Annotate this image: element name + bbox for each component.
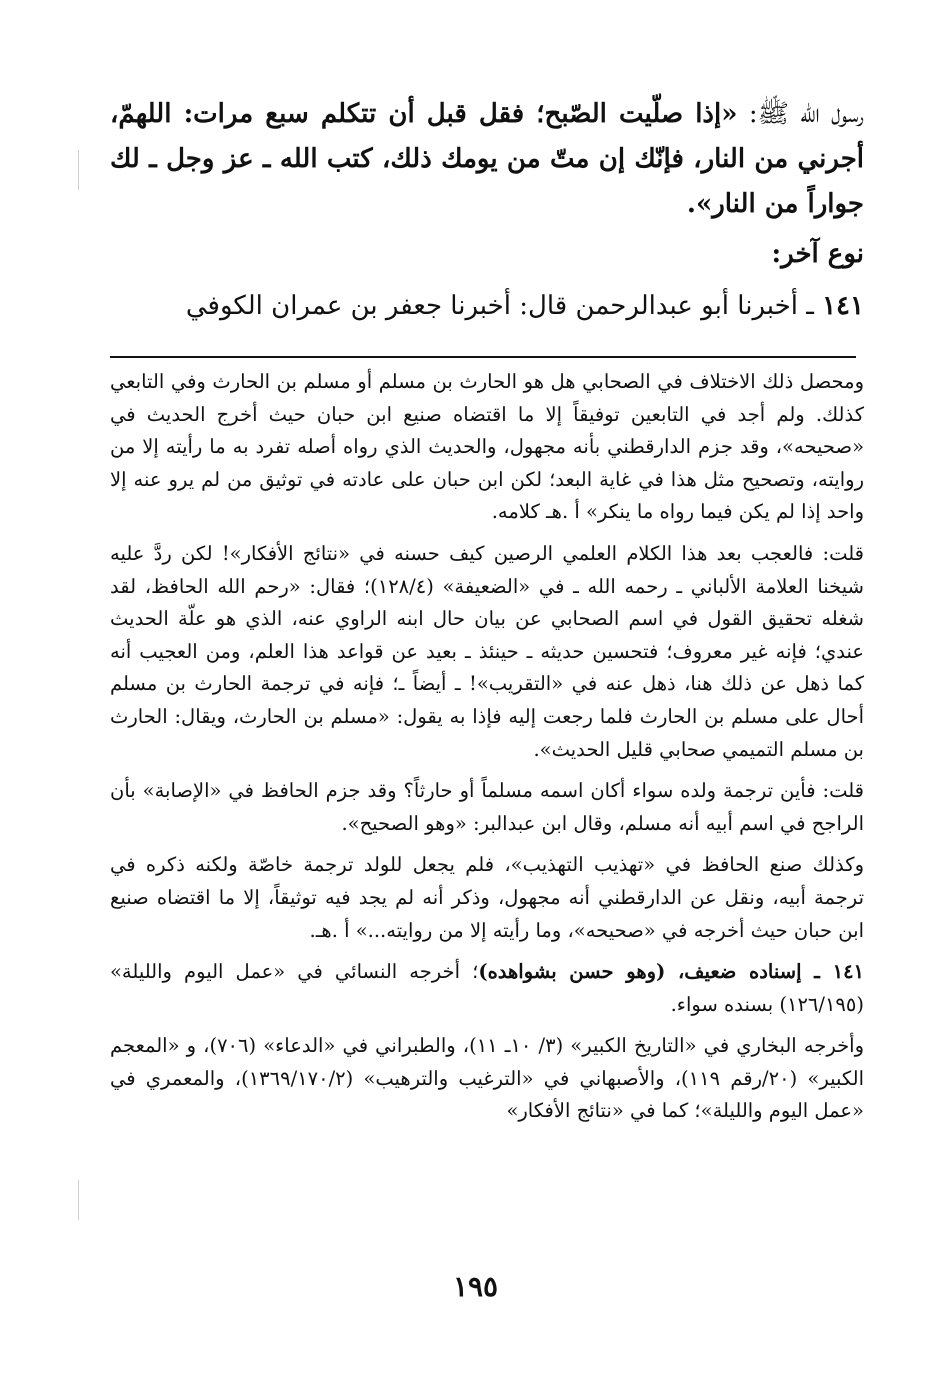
margin-mark-bottom [78,1180,79,1220]
main-text-block [110,92,864,329]
hadith-chain-text: ـ أخبرنا أبو عبدالرحمن قال: أخبرنا جعفر بن عمران الكوفي [185,291,823,321]
section-heading: نوع آخر: [771,239,864,269]
hadith-chain-line [110,283,864,329]
footnote-paragraph: قلت: فالعجب بعد هذا الكلام العلمي الرصين كيف حسنه في «نتائج الأفكار»! لكن ردَّ عليه شيخنا العلامة الألباني ـ رحمه الله ـ في «الضعيفة» (١٢٨/٤)؛ فقال: «رحم الله الحافظ، لقد شغله تحقيق القول في اسم الصحابي عن بيان حال ابنه الراوي عنه، الذي هو علّة الحديث عندي؛ فإنه غير معروف؛ فتحسين حديثه ـ حينئذ ـ بعيد عن قواعد هذا العلم، ومن العجيب أنه كما ذهل عن ذلك هنا، ذهل عنه في «التقريب»! ـ أيضاً ـ؛ فإنه في ترجمة الحارث بن مسلم أحال على مسلم بن الحارث فلما رجعت إليه فإذا به يقول: «مسلم بن الحارث، ويقال: الحارث بن مسلم التميمي صحابي قليل الحديث». [110,541,865,761]
footnotes-block [110,366,864,1137]
footnote-paragraph [110,956,864,1021]
hadith-number: ١٤١ [822,291,864,321]
footnote-grading: ١٤١ ـ إسناده ضعيف، (وهو حسن بشواهده) [478,960,865,984]
hadith-quote: «إذا صلّيت الصّبح؛ فقل قبل أن تتكلم سبع مرات: اللهمّ، أجرني من النار، فإنّك إن متّ من يومك ذلك، كتب الله ـ عز وجل ـ لك جواراً من النار». [110,99,864,219]
hadith-quote-paragraph [110,92,864,227]
prophet-reference: رسول الله ﷺ: [737,99,865,129]
page-number: ١٩٥ [452,1270,499,1303]
footnote-paragraph: وكذلك صنع الحافظ في «تهذيب التهذيب»، فلم يجعل للولد ترجمة خاصّة ولكنه ذكره في ترجمة أبيه، ونقل عن الدارقطني أنه مجهول، وذكر أنه لم يجد فيه توثيقاً، إلا ما اقتضاه صنيع ابن حبان حيث أخرجه في «صحيحه»، وما رأيته إلا من روايته...» أ .هـ. [110,853,864,942]
footnote-paragraph: ومحصل ذلك الاختلاف في الصحابي هل هو الحارث بن مسلم أو مسلم بن الحارث وفي التابعي كذلك. ولم أجد في التابعين توفيقاً إلا ما اقتضاه صنيع ابن حبان حيث أخرج الحديث في «صحيحه»، وقد جزم الدارقطني بأنه مجهول، والحديث الذي رواه أصله تفرد به ما رأيته إلا من روايته، وتصحيح مثل هذا في غاية البعد؛ لكن ابن حبان على عادته في توثيق من لم يرو عنه إلا واحد إذا لم يكن فيما رواه ما ينكر» أ .هـ كلامه. [110,370,864,524]
footnote-paragraph: وأخرجه البخاري في «التاريخ الكبير» (٣/ ١٠ـ ١١)، والطبراني في «الدعاء» (٧٠٦)، و «المعجم الكبير» (٢٠/رقم ١١٩)، والأصبهاني في «الترغيب والترهيب» (١٣٦٩/١٧٠/٢)، والمعمري في «عمل اليوم والليلة»؛ كما في «نتائج الأفكار» [110,1034,864,1123]
footnote-separator [110,356,856,358]
footnote-grading-rest: ؛ أخرجه النسائي في «عمل اليوم والليلة» (١٢٦/١٩٥) بسنده سواء. [110,960,864,1016]
footnote-paragraph: قلت: فأين ترجمة ولده سواء أكان اسمه مسلماً أو حارثاً؟ وقد جزم الحافظ في «الإصابة» بأن الراجح في اسم أبيه أنه مسلم، وقال ابن عبدالبر: «وهو الصحيح». [110,779,864,835]
margin-mark-top [78,150,79,190]
